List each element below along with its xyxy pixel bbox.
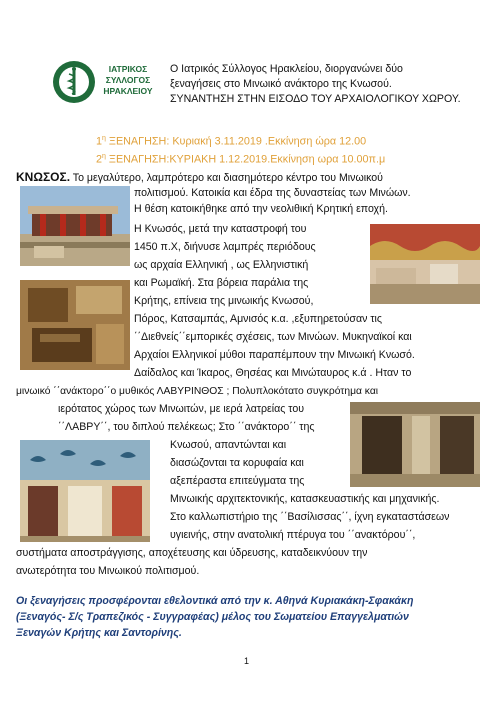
body-line: διασώζονται τα κορυφαία και [170, 457, 304, 469]
body-line: 1450 π.Χ, διήνυσε λαμπρές περιόδους [134, 241, 316, 253]
photo-ruins [20, 280, 130, 370]
footer-line: Ξεναγών Κρήτης και Σαντορίνης. [16, 627, 182, 639]
body-line: Στο καλλωπιστήριο της ΄΄Βασίλισσας΄΄, ίχνη εγκαταστάσεων [170, 511, 450, 523]
body-line: συστήματα αποστράγγισης, αποχέτευσης και ύδρευσης, καταδεικνύουν την [16, 547, 368, 559]
body-line: πολιτισμού. Κατοικία και έδρα της δυναστείας των Μινώων. [134, 187, 411, 199]
header-line: ΣΥΝΑΝΤΗΣΗ ΣΤΗΝ ΕΙΣΟΔΟ ΤΟΥ ΑΡΧΑΙΟΛΟΓΙΚΟΥ ΧΩΡΟΥ. [170, 93, 461, 105]
body-line: αξεπέραστα επιτεύγματα της [170, 475, 305, 487]
header-line: Ο Ιατρικός Σύλλογος Ηρακλείου, διοργανώνει δύο [170, 63, 403, 75]
footer-line: (Ξεναγός- Σ/ς Τραπεζικός - Συγγραφέας) μέλος του Σωματείου Επαγγελματιών [16, 611, 409, 623]
body-line: Κρήτης, επίνεια της μινωικής Κνωσού, [134, 295, 314, 307]
header-text [170, 62, 495, 107]
body-line: Η Κνωσός, μετά την καταστροφή του [134, 223, 307, 235]
body-line-1: ΚΝΩΣΟΣ. Το μεγαλύτερο, λαμπρότερο και διασημότερο κέντρο του Μινωικού [16, 170, 383, 184]
body-line: Δαίδαλος και Ίκαρος, Θησέας και Μινώταυρος κ.ά . Ηταν το [134, 367, 412, 379]
header-line: ξεναγήσεις στο Μινωικό ανάκτορο της Κνωσού. [170, 78, 392, 90]
body-line: ΄΄ΛΑΒΡΥ΄΄, του διπλού πελέκεως; Στο ΄΄ανάκτορο΄΄ της [58, 421, 315, 433]
body-line: Πόρος, Κατσαμπάς, Αμνισός κ.α. ,εξυπηρετούσαν τις [134, 313, 382, 325]
body-line: ιερότατος χώρος των Μινωιτών, με ιερά λατρείας του [58, 403, 305, 415]
photo-throne-room [370, 224, 480, 304]
body-line: Κνωσού, απαντώνται και [170, 439, 287, 451]
page-number: 1 [244, 656, 250, 666]
photo-doorway [350, 402, 480, 487]
footer-line: Οι ξεναγήσεις προσφέρονται εθελοντικά από την κ. Αθηνά Κυριακάκη-Σφακάκη [16, 595, 414, 607]
body-line: Μινωικής αρχιτεκτονικής, κατασκευαστικής και μηχανικής. [170, 493, 440, 505]
footer-credits [16, 593, 491, 641]
body-line: μινωικό ΄΄ανάκτορο΄΄ο μυθικός ΛΑΒΥΡΙΝΘΟΣ ; Πολυπλοκότατο συγκρότημα και [16, 386, 379, 397]
body-line: ανωτερότητα του Μινωικού πολιτισμού. [16, 565, 200, 577]
association-name: ΙΑΤΡΙΚΟΣ ΣΥΛΛΟΓΟΣ ΗΡΑΚΛΕΙΟΥ [103, 64, 153, 96]
body-line: υγιεινής, στην ανατολική πτέρυγα του ΄΄ανακτόρου΄΄, [170, 529, 416, 541]
photo-north-entrance [20, 186, 130, 266]
body-line: Αρχαίοι Ελληνικοί μύθοι παραπέμπουν την Μινωική Κνωσό. [134, 349, 415, 361]
photo-queens-megaron [20, 440, 150, 542]
body-line: ΄΄Διεθνείς΄΄εμπορικές σχέσεις, των Μινώων. Μυκηναϊκοί και [134, 331, 412, 343]
body-line: και Ρωμαϊκή. Στα βόρεια παράλια της [134, 277, 309, 289]
body-line: ως αρχαία Ελληνική , ως Ελληνιστική [134, 259, 309, 271]
body-line: Η θέση κατοικήθηκε από την νεολιθική Κρητική εποχή. [134, 203, 388, 215]
tour-2: $2^\eta$ ΞΕΝΑΓΗΣΗ:ΚΥΡΙΑΚΗ 1.12.2019.Εκκίνηση ωρα 10.00π.μ [96, 153, 386, 166]
medical-association-logo [52, 60, 96, 104]
tour-1: $1^\eta$ ΞΕΝΑΓΗΣΗ: Κυριακή 3.11.2019 .Εκκίνηση ώρα 12.00 [96, 135, 367, 148]
